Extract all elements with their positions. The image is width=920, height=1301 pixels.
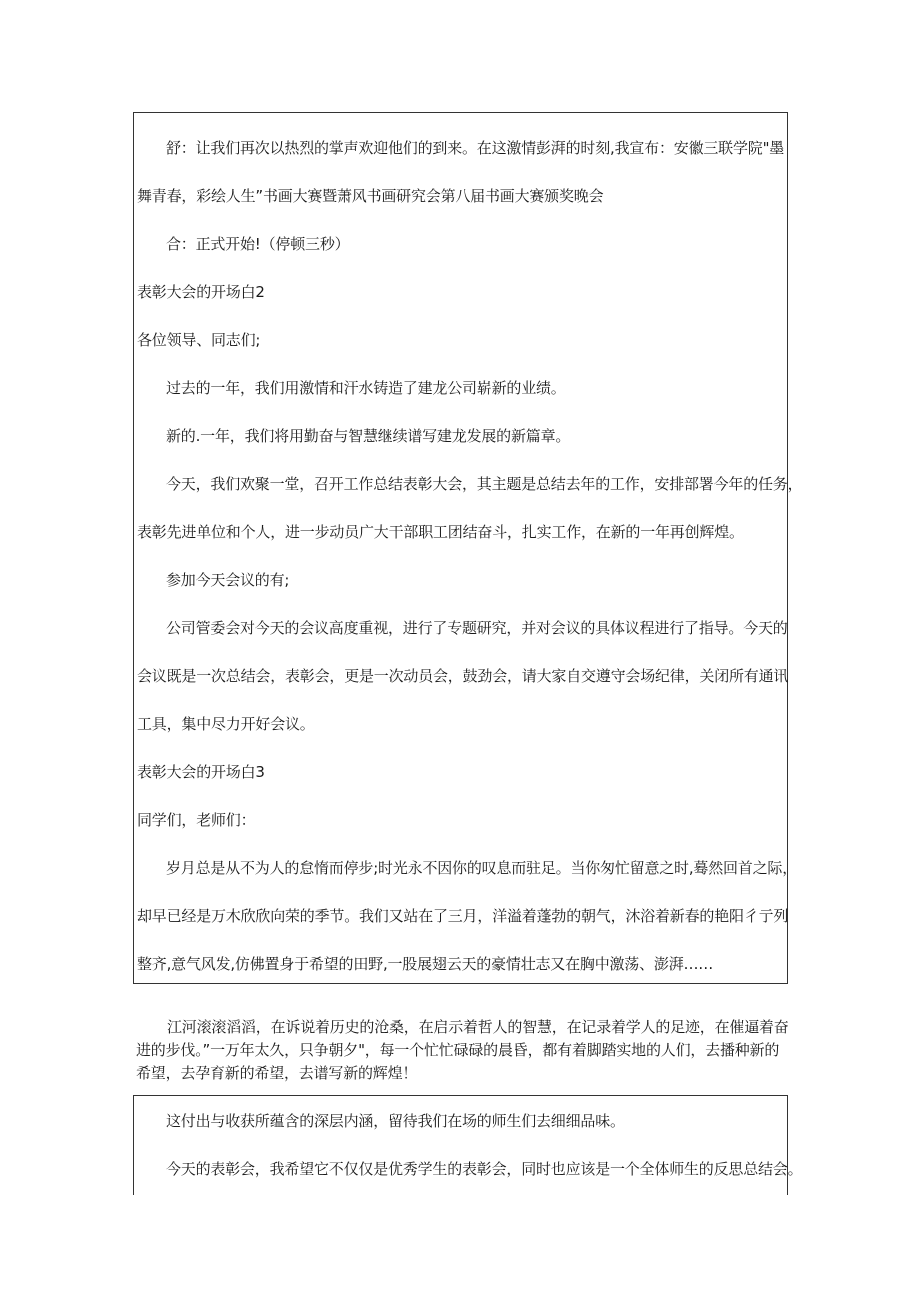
salutation: 各位领导、同志们; (137, 331, 261, 349)
paragraph-line: 表彰先进单位和个人，进一步动员广大干部职工团结奋斗，扎实工作，在新的一年再创辉煌。 (137, 523, 744, 541)
paragraph-line: 今天的表彰会，我希望它不仅仅是优秀学生的表彰会，同时也应该是一个全体师生的反思总结会。 (166, 1160, 803, 1178)
paragraph-line: 整齐,意气风发,仿佛置身于希望的田野,一股展翅云天的豪情壮志又在胸中激荡、澎湃…… (137, 955, 714, 973)
paragraph-line: 这付出与收获所蕴含的深层内涵，留待我们在场的师生们去细细品味。 (166, 1112, 625, 1130)
paragraph-line: 今天，我们欢聚一堂，召开工作总结表彰大会，其主题是总结去年的工作，安排部署今年的任务， (166, 475, 803, 493)
paragraph-line: 舒：让我们再次以热烈的掌声欢迎他们的到来。在这激情彭湃的时刻,我宣布：安徽三联学院"墨 (166, 139, 785, 157)
paragraph-line: 公司管委会对今天的会议高度重视，进行了专题研究，并对会议的具体议程进行了指导。今天的 (166, 619, 788, 637)
paragraph-line: 工具，集中尽力开好会议。 (137, 715, 315, 733)
section-heading: 表彰大会的开场白3 (137, 763, 265, 781)
paragraph-line: 合：正式开始!（停顿三秒） (166, 235, 350, 253)
paragraph-line: 新的.一年，我们将用勤奋与智慧继续谱写建龙发展的新篇章。 (166, 427, 571, 445)
paragraph-line: 进的步伐。”一万年太久，只争朝夕"，每一个忙忙碌碌的晨昏，都有着脚踏实地的人们，去播种新的 (136, 1041, 780, 1059)
paragraph-line: 江河滚滚滔滔，在诉说着历史的沧桑，在启示着哲人的智慧，在记录着学人的足迹，在催逼着奋 (167, 1018, 789, 1036)
content-box-1 (133, 112, 803, 984)
salutation: 同学们，老师们： (137, 811, 256, 829)
paragraph-line: 舞青春，彩绘人生”书画大赛暨萧风书画研究会第八届书画大赛颁奖晚会 (137, 187, 604, 205)
paragraph-line: 会议既是一次总结会，表彰会，更是一次动员会，鼓劲会，请大家自交遵守会场纪律，关闭所有通讯 (137, 667, 789, 685)
content-box-2 (133, 1095, 803, 1195)
paragraph-line: 过去的一年，我们用激情和汗水铸造了建龙公司崭新的业绩。 (166, 379, 566, 397)
section-heading: 表彰大会的开场白2 (137, 283, 265, 301)
paragraph-line: 希望，去孕育新的希望，去谱写新的辉煌！ (136, 1064, 418, 1082)
paragraph-line: 岁月总是从不为人的怠惰而停步;时光永不因你的叹息而驻足。当你匆忙留意之时,蓦然回首之际， (166, 859, 798, 877)
paragraph-line: 却早已经是万木欣欣向荣的季节。我们又站在了三月，洋溢着蓬勃的朝气，沐浴着新春的艳阳彳亍列 (137, 907, 789, 925)
paragraph-line: 参加今天会议的有; (166, 571, 290, 589)
